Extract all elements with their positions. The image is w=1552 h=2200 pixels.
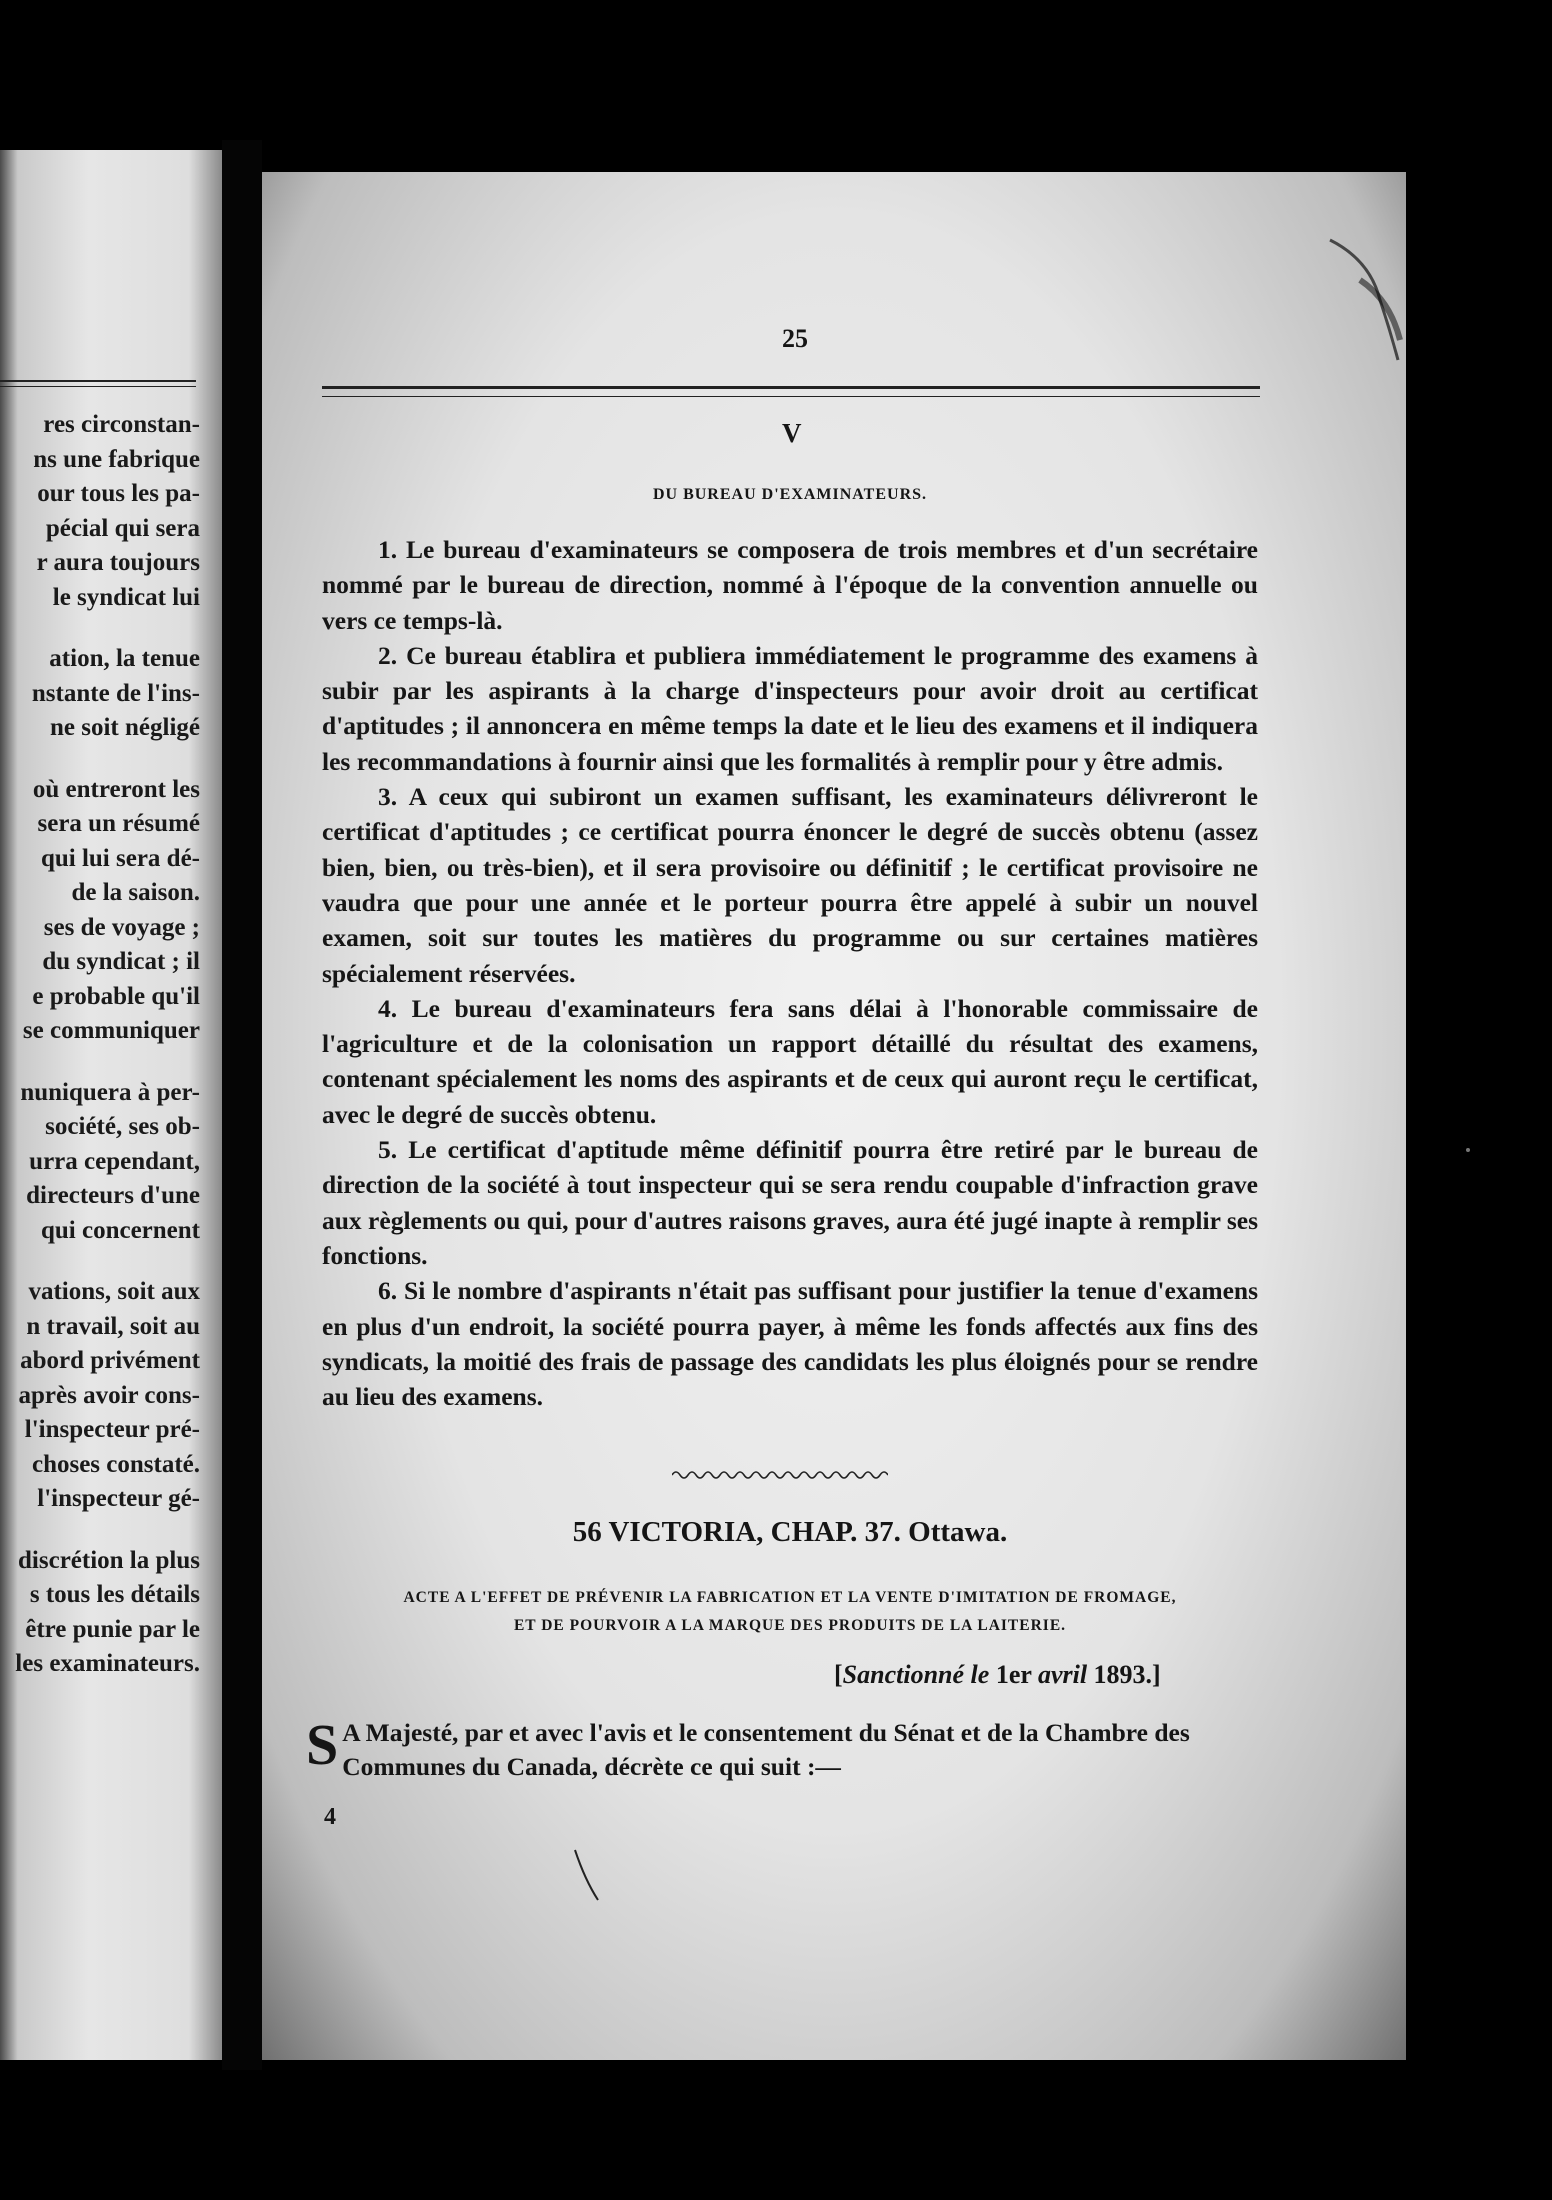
- section-number: V: [782, 418, 802, 448]
- left-page-line: les examinateurs.: [15, 1650, 200, 1677]
- enacting-text: A Majesté, par et avec l'avis et le consentement du Sénat et de la Chambre des Communes du Canada, décrète ce qui suit :—: [342, 1718, 1190, 1781]
- left-page-line: e probable qu'il: [32, 982, 200, 1010]
- left-page-line: l'inspecteur gé-: [37, 1485, 200, 1512]
- left-page-line: [0, 615, 200, 642]
- left-page-line: [0, 746, 200, 773]
- book-gutter: [222, 140, 262, 2070]
- left-page-line: se communiquer: [22, 1017, 200, 1044]
- enacting-clause: [306, 1712, 1252, 1784]
- left-page-line: [0, 1248, 200, 1275]
- sanction-mid: 1er: [989, 1660, 1038, 1689]
- left-page-line: res circonstan-: [43, 411, 200, 438]
- drop-cap: S: [306, 1712, 339, 1777]
- sanction-italic: Sanctionné le: [842, 1660, 990, 1689]
- left-page-text: [0, 408, 200, 1682]
- act-title-line-2: ET DE POURVOIR A LA MARQUE DES PRODUITS DE LA LAITERIE.: [513, 1617, 1067, 1634]
- left-page-line: société, ses ob-: [45, 1113, 200, 1140]
- header-rule: [322, 386, 1260, 397]
- left-page-line: nstante de l'ins-: [31, 679, 200, 707]
- left-page-line: ne soit négligé: [50, 714, 200, 741]
- left-page-line: our tous les pa-: [37, 480, 200, 507]
- left-page-line: ses de voyage ;: [43, 913, 200, 941]
- left-page-line: r aura toujours: [36, 549, 200, 576]
- left-page-line: ns une fabrique: [33, 445, 200, 473]
- left-page-line: après avoir cons-: [18, 1381, 200, 1409]
- left-page-line: être punie par le: [25, 1615, 200, 1643]
- left-page-line: qui concernent: [40, 1216, 200, 1244]
- left-page-line: l'inspecteur pré-: [24, 1416, 200, 1443]
- left-page-line: où entreront les: [32, 775, 200, 803]
- signature-mark: 4: [324, 1804, 336, 1830]
- left-page-line: de la saison.: [71, 879, 200, 906]
- section-title: DU BUREAU D'EXAMINATEURS.: [652, 486, 928, 503]
- left-page-line: choses constaté.: [31, 1450, 200, 1478]
- left-page-line: [0, 1049, 200, 1076]
- left-page-line: le syndicat lui: [52, 583, 200, 611]
- left-page-line: directeurs d'une: [26, 1182, 200, 1209]
- left-page-line: n travail, soit au: [26, 1312, 200, 1340]
- left-page-line: qui lui sera dé-: [40, 844, 200, 872]
- act-heading: 56 VICTORIA, CHAP. 37. Ottawa.: [572, 1516, 1008, 1548]
- act-title-line-1: ACTE A L'EFFET DE PRÉVENIR LA FABRICATION ET LA VENTE D'IMITATION DE FROMAGE,: [403, 1589, 1177, 1606]
- sanction-close: 1893.]: [1087, 1660, 1161, 1689]
- sanction-month: avril: [1037, 1660, 1088, 1689]
- sanction-open: [: [834, 1660, 843, 1689]
- paragraph-3: 3. A ceux qui subiront un examen suffisant, les examinateurs délivreront le certificat d'aptitudes ; ce certificat pourra énoncer le degré de succès obtenu (assez bien, bien, ou très-bien), et il sera provisoire ou définitif ; le certificat provisoire ne vaudra que pour une année et le porteur pourra être appelé à subir un nouvel examen, soit sur toutes les matières du programme ou sur certaines matières spécialement réservées.: [322, 782, 1258, 988]
- left-page-line: s tous les détails: [29, 1581, 200, 1608]
- left-page-line: pécial qui sera: [45, 514, 200, 542]
- left-page-line: ation, la tenue: [49, 645, 200, 672]
- sanction-date: [834, 1660, 1161, 1690]
- left-facing-page: [0, 150, 222, 2060]
- left-page-line: nuniquera à per-: [20, 1078, 200, 1106]
- left-page-line: vations, soit aux: [28, 1278, 200, 1305]
- left-page-line: du syndicat ; il: [42, 948, 200, 975]
- act-title: [312, 1584, 1268, 1640]
- page-number: 25: [782, 324, 808, 353]
- paragraph-1: 1. Le bureau d'examinateurs se composera de trois membres et d'un secrétaire nommé par le bureau de direction, nommé à l'époque de la convention annuelle ou vers ce temps-là.: [322, 535, 1258, 635]
- left-page-line: abord privément: [20, 1347, 200, 1374]
- paragraph-4: 4. Le bureau d'examinateurs fera sans délai à l'honorable commissaire de l'agriculture et de la colonisation un rapport détaillé du résultat des examens, contenant spécialement les noms des aspirants et de ceux qui auront reçu le certificat, avec le degré de succès obtenu.: [322, 993, 1258, 1129]
- paragraph-5: 5. Le certificat d'aptitude même définitif pourra être retiré par le bureau de direction de la société à tout inspecteur qui se sera rendu coupable d'infraction grave aux règlements ou qui, pour d'autres raisons graves, aura été jugé inapte à remplir ses fonctions.: [322, 1135, 1258, 1270]
- left-page-line: urra cependant,: [29, 1147, 200, 1175]
- ornament-divider: [672, 1468, 888, 1482]
- paragraph-6: 6. Si le nombre d'aspirants n'était pas suffisant pour justifier la tenue d'examens en plus d'un endroit, la société pourra payer, à même les fonds affectés aux fins des syndicats, la moitié des frais de passage des candidats les plus éloignés pour se rendre au lieu des examens.: [322, 1276, 1258, 1412]
- left-page-line: [0, 1517, 200, 1544]
- left-page-rule: [0, 380, 196, 387]
- section-body: [322, 532, 1258, 1414]
- left-page-line: discrétion la plus: [18, 1546, 200, 1574]
- paragraph-2: 2. Ce bureau établira et publiera immédiatement le programme des examens à subir par les aspirants à la charge d'inspecteurs pour avoir droit au certificat d'aptitudes ; il annoncera en même temps la date et le lieu des examens et il indiquera les recommandations à fournir ainsi que les formalités à remplir pour y être admis.: [322, 640, 1258, 776]
- left-page-line: sera un résumé: [37, 810, 200, 837]
